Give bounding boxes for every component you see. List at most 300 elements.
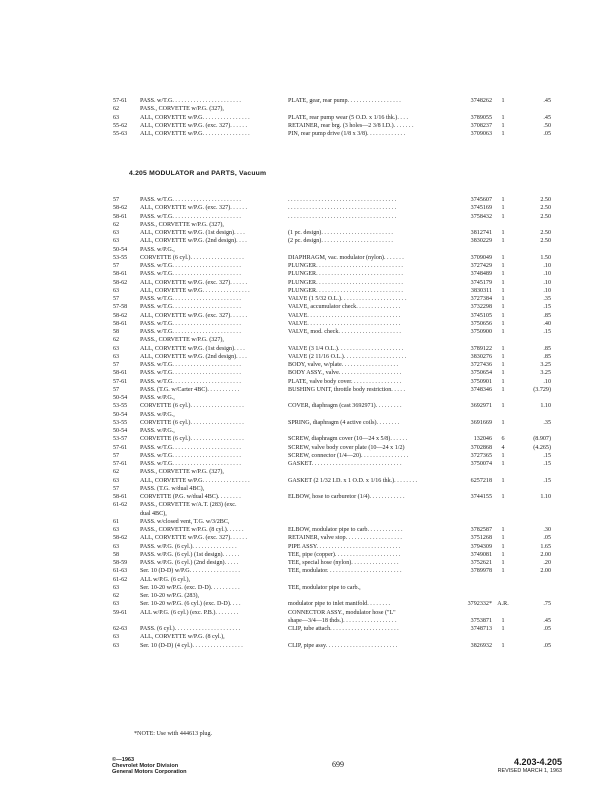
model-year: 63	[113, 601, 120, 608]
quantity: 1	[501, 370, 505, 377]
model-year: 57	[113, 386, 120, 393]
price: .10	[543, 287, 551, 294]
model-year: 58	[113, 551, 120, 558]
part-number: 3727384	[470, 296, 492, 302]
model-application: PASS. w/P.G.,	[140, 395, 175, 401]
model-application: PASS. (T.G. w/dual 4BC),	[140, 485, 205, 492]
part-number: 3709049	[470, 254, 492, 261]
table-row	[113, 386, 553, 394]
part-description: shape—3/4—18 thds.). . . . . . . . . . . . . . . . . .	[288, 617, 397, 624]
price: .05	[543, 535, 551, 542]
quantity: 1	[501, 205, 505, 212]
part-description: . . . . . . . . . . . . . . . . . . . . . . . . . . . . . . . . . . . .	[288, 197, 397, 203]
table-row	[113, 229, 553, 237]
table-row	[113, 452, 553, 460]
model-application: CORVETTE (6 cyl.). . . . . . . . . . . . . . . . . .	[140, 436, 244, 443]
model-application: PASS. w/T.G. . . . . . . . . . . . . . . . . . . . . . .	[140, 329, 241, 335]
part-number: 3745169	[470, 205, 492, 212]
table-row	[113, 600, 553, 608]
quantity: 4	[501, 444, 505, 451]
page-number: 699	[332, 760, 344, 769]
part-description: BUSHING UNIT, throttle body restriction. . . . .	[288, 386, 406, 393]
part-number: 3702868	[470, 444, 492, 451]
table-row	[113, 402, 553, 410]
quantity: 1	[501, 296, 505, 302]
part-description: PLATE, rear pump wear (5 O.D. x 1/16 thk.). . . .	[288, 114, 408, 121]
part-number: 3748713	[470, 626, 492, 632]
quantity: 1	[501, 197, 505, 203]
table-row	[113, 477, 553, 485]
model-application: ALL, CORVETTE w/P.G. . . . . . . . . . . . . . . .	[140, 131, 250, 137]
model-year: 61	[113, 518, 120, 525]
table-row	[113, 213, 553, 221]
revised-date: REVISED MARCH 1, 1963	[497, 768, 562, 774]
part-number: 3750901	[470, 378, 492, 385]
part-number: 3745179	[470, 279, 492, 286]
table-row	[113, 312, 553, 320]
part-description: PLUNGER. . . . . . . . . . . . . . . . . . . . . . . . . . . . .	[288, 287, 403, 294]
quantity: 1	[501, 386, 505, 393]
table-row	[113, 336, 553, 344]
model-year: 50-54	[113, 395, 128, 401]
price: .45	[543, 98, 551, 104]
part-description: TEE, pipe (copper). . . . . . . . . . . . . . . . . . . . . .	[288, 551, 401, 558]
part-description: VALVE. . . . . . . . . . . . . . . . . . . . . . . . . . . . . . .	[288, 312, 401, 319]
table-row	[113, 485, 553, 493]
part-description: COVER, diaphragm (cast 3692971). . . . . . . . .	[288, 403, 402, 410]
model-application: PASS. w/closed vent, T.G. w/3/2BC,	[140, 518, 230, 525]
model-application: PASS. w/P.G.,	[140, 411, 175, 418]
model-year: 55-62	[113, 122, 128, 129]
table-row	[113, 221, 553, 229]
model-application: PASS. w/T.G. . . . . . . . . . . . . . . . . . . . . . .	[140, 444, 241, 451]
model-year: 57	[113, 296, 120, 302]
model-year: 63	[113, 584, 120, 591]
table-row	[113, 534, 553, 542]
model-year: 62	[113, 593, 120, 599]
model-year: 63	[113, 345, 120, 352]
part-description: BODY ASSY., valve. . . . . . . . . . . . . . . . . . . . .	[288, 370, 402, 377]
quantity: 1	[501, 304, 505, 311]
part-number: 3709063	[470, 131, 492, 137]
model-application: CORVETTE (6 cyl.). . . . . . . . . . . . . . . . . .	[140, 254, 244, 261]
price: .10	[543, 271, 551, 278]
part-description: PIPE ASSY. . . . . . . . . . . . . . . . . . . . . . . . . . . .	[288, 543, 401, 550]
price: .05	[543, 131, 551, 137]
table-row	[113, 468, 553, 476]
model-application: Ser. 10-20 w/P.G. (6 cyl.) (exc. D-D). . . .	[140, 601, 241, 608]
model-year: 61-62	[113, 502, 128, 509]
part-number: 3758432	[470, 213, 492, 220]
part-description: PLATE, valve body cover. . . . . . . . . . . . . . . . .	[288, 378, 402, 385]
quantity: 1	[501, 568, 505, 575]
model-application: ALL, CORVETTE w/P.G. (2nd design). . . .	[140, 238, 247, 245]
table-row	[113, 543, 553, 551]
part-description: . . . . . . . . . . . . . . . . . . . . . . . . . . . . . . . . . . . .	[288, 205, 397, 212]
part-description: VALVE (3 1/4 O.L.). . . . . . . . . . . . . . . . . . . . . .	[288, 345, 404, 352]
price: .15	[543, 304, 551, 311]
quantity: 1	[501, 543, 505, 550]
part-number: 3708237	[470, 122, 492, 129]
model-year: 58	[113, 329, 120, 335]
table-row	[113, 559, 553, 567]
model-year: 59-61	[113, 609, 128, 616]
part-number: 3830311	[470, 287, 492, 294]
model-application: dual 4BC),	[140, 510, 167, 517]
table-row	[113, 510, 553, 518]
model-application: ALL, CORVETTE w/P.G. (1st design). . . .	[140, 345, 245, 352]
table-row	[113, 419, 553, 427]
model-application: PASS. w/P.G.,	[140, 428, 175, 434]
part-number: 3782587	[470, 527, 492, 533]
model-application: Ser. 10-20 w/P.G. (283),	[140, 593, 200, 599]
quantity: 1	[501, 345, 505, 352]
model-application: PASS. w/T.G. . . . . . . . . . . . . . . . . . . . . . .	[140, 263, 241, 269]
part-number: 3750654	[470, 370, 492, 377]
price: .15	[543, 477, 551, 484]
quantity: 1	[501, 452, 505, 459]
model-application: PASS. w/T.G. . . . . . . . . . . . . . . . . . . . . . .	[140, 271, 241, 278]
part-number: 3727365	[470, 452, 492, 459]
table-row	[113, 625, 553, 633]
table-row	[113, 567, 553, 575]
table-row	[113, 518, 553, 526]
quantity: 1	[501, 494, 505, 500]
model-year: 57-61	[113, 378, 128, 385]
model-application: PASS. w/T.G. . . . . . . . . . . . . . . . . . . . . . .	[140, 461, 241, 467]
part-description: PIN, rear pump drive (1/8 x 3/8). . . . . . . . . . . . .	[288, 131, 406, 137]
model-year: 57	[113, 197, 120, 203]
part-number: 3727436	[470, 362, 492, 368]
model-application: ALL, CORVETTE w/P.G. (exc. 327). . . . . .	[140, 279, 247, 286]
price: (4.265)	[533, 444, 551, 451]
price: 1.50	[540, 254, 551, 261]
part-number: 3745607	[470, 197, 492, 203]
model-application: CORVETTE (P.G. w/dual 4BC). . . . . . . .	[140, 494, 241, 500]
part-number: 3750900	[470, 329, 492, 335]
part-number: 3692971	[470, 403, 492, 410]
part-description: RETAINER, rear brg. (3 holes—2 3/8 I.D.). . . . . . .	[288, 122, 414, 129]
model-year: 61-62	[113, 576, 128, 583]
quantity: 1	[501, 362, 505, 368]
model-year: 58-62	[113, 312, 128, 319]
part-number: 3789978	[470, 568, 492, 575]
table-row	[113, 633, 553, 641]
price: .45	[543, 114, 551, 121]
model-year: 58-59	[113, 560, 128, 566]
model-application: PASS., CORVETTE w/P.G. (8 cyl.). . . . . .	[140, 527, 244, 533]
part-description: SCREW, connector (1/4—20). . . . . . . . . . . . . . . .	[288, 452, 409, 459]
division-line: Chevrolet Motor Division	[112, 763, 179, 770]
model-year: 57	[113, 263, 120, 269]
quantity: 1	[501, 329, 505, 335]
price: .15	[543, 461, 551, 467]
model-year: 63	[113, 543, 120, 550]
table-row	[113, 122, 553, 130]
model-application: PASS. w/T.G. . . . . . . . . . . . . . . . . . . . . . .	[140, 320, 241, 327]
part-description: VALVE, mod. check. . . . . . . . . . . . . . . . . . . . .	[288, 329, 401, 335]
price: 2.50	[540, 197, 551, 203]
part-number: 3752621	[470, 560, 492, 566]
part-description: GASKET. . . . . . . . . . . . . . . . . . . . . . . . . . . . . .	[288, 461, 402, 467]
table-row	[113, 196, 553, 204]
quantity: 1	[501, 403, 505, 410]
table-row	[113, 295, 553, 303]
model-year: 61-63	[113, 568, 128, 575]
part-description: modulator pipe to inlet manifold. . . . . . . .	[288, 601, 391, 608]
part-number: 3748346	[470, 386, 492, 393]
part-description: (1 pc. design). . . . . . . . . . . . . . . . . . . . . . . .	[288, 230, 393, 236]
quantity: 1	[501, 287, 505, 294]
quantity: 1	[501, 461, 505, 467]
part-description: PLATE, gear, rear pump. . . . . . . . . . . . . . . . . .	[288, 98, 401, 104]
quantity: 1	[501, 122, 505, 129]
model-application: PASS. w/P.G. (6 cyl.) (2nd design). . . . .	[140, 560, 239, 566]
table-row	[113, 303, 553, 311]
table-row	[113, 501, 553, 509]
table-row	[113, 592, 553, 600]
model-year: 63	[113, 353, 120, 360]
quantity: 1	[501, 626, 505, 632]
model-application: ALL, CORVETTE w/P.G. . . . . . . . . . . . . . . .	[140, 114, 250, 121]
model-year: 50-54	[113, 246, 128, 253]
part-number: 3751268	[470, 535, 492, 542]
price: .85	[543, 345, 551, 352]
footnote: *NOTE: Use with 444613 plug.	[134, 731, 213, 737]
model-year: 57	[113, 362, 120, 368]
part-number: 3750074	[470, 461, 492, 467]
part-description: SCREW, diaphragm cover (10—24 x 5/8). . . . . .	[288, 436, 408, 443]
quantity: 1	[501, 551, 505, 558]
quantity: 1	[501, 114, 505, 121]
part-description: ELBOW, modulator pipe to carb. . . . . . . . . . . .	[288, 527, 403, 533]
model-year: 63	[113, 642, 120, 649]
table-row	[113, 411, 553, 419]
model-application: ALL, CORVETTE w/P.G. (1st design). . . .	[140, 230, 245, 236]
model-application: ALL, CORVETTE w/P.G. (2nd design). . . .	[140, 353, 247, 360]
part-description: ELBOW, hose to carburetor (1/4). . . . . . . . . . . .	[288, 494, 405, 500]
part-description: TEE, modulator pipe to carb.,	[288, 584, 361, 591]
model-year: 58-62	[113, 279, 128, 286]
table-row	[113, 493, 553, 501]
quantity: 1	[501, 213, 505, 220]
model-year: 62	[113, 337, 120, 344]
model-year: 62	[113, 221, 120, 228]
part-description: TEE, modulator. . . . . . . . . . . . . . . . . . . . . . . . .	[288, 568, 402, 575]
model-year: 57	[113, 452, 120, 459]
model-year: 58-61	[113, 370, 128, 377]
table-row	[113, 394, 553, 402]
model-year: 57	[113, 485, 120, 492]
model-year: 63	[113, 114, 120, 121]
model-application: ALL w/P.G. (6 cyl.),	[140, 576, 191, 583]
model-application: PASS. w/T.G. . . . . . . . . . . . . . . . . . . . . . .	[140, 378, 241, 385]
part-number: 3727429	[470, 263, 492, 269]
model-year: 55-63	[113, 131, 128, 137]
part-number: 6257218	[470, 477, 492, 484]
table-row	[113, 270, 553, 278]
quantity: 1	[501, 279, 505, 286]
table-row	[113, 576, 553, 584]
quantity: 1	[501, 254, 505, 261]
model-application: ALL, CORVETTE w/P.G. . . . . . . . . . . . . . . .	[140, 477, 250, 484]
model-year: 62	[113, 106, 120, 113]
part-number: 3749081	[470, 551, 492, 558]
part-number: 3732298	[470, 304, 492, 311]
price: 1.65	[540, 543, 551, 550]
model-year: 57-61	[113, 461, 128, 467]
part-number: 3830276	[470, 353, 492, 360]
model-application: PASS., CORVETTE w/A.T. (283) (exc.	[140, 502, 237, 509]
model-application: ALL, CORVETTE w/P.G. (exc. 327). . . . . .	[140, 312, 247, 319]
price: 2.50	[540, 205, 551, 212]
part-number: 3753871	[470, 617, 492, 624]
quantity: 1	[501, 320, 505, 327]
table-row	[113, 435, 553, 443]
table-row	[113, 246, 553, 254]
part-number: 3794309	[470, 543, 492, 550]
model-application: ALL, CORVETTE w/P.G. (8 cyl.),	[140, 634, 225, 641]
table-row	[113, 262, 553, 270]
table-row	[113, 460, 553, 468]
price: .15	[543, 452, 551, 459]
price: .50	[543, 122, 551, 129]
model-application: Ser. 10 (D-D) w/P.G. . . . . . . . . . . . . . . . .	[140, 568, 240, 575]
model-year: 53-57	[113, 436, 128, 443]
model-application: ALL, CORVETTE w/P.G. (exc. 327). . . . . .	[140, 535, 247, 542]
table-row	[113, 254, 553, 262]
price: 2.50	[540, 230, 551, 236]
part-description: GASKET (2 1/32 I.D. x 1 O.D. x 1/16 thk.). . . . . . . .	[288, 477, 418, 484]
price: 3.25	[540, 362, 551, 368]
model-year: 58-62	[113, 535, 128, 542]
table-row	[113, 328, 553, 336]
quantity: 1	[501, 131, 505, 137]
table-row	[113, 617, 553, 625]
quantity: 1	[501, 419, 505, 426]
part-number: 3812741	[470, 230, 492, 236]
part-description: VALVE (1 5/32 O.L.). . . . . . . . . . . . . . . . . . . . . .	[288, 296, 407, 302]
model-year: 57-58	[113, 304, 128, 311]
model-year: 58-61	[113, 494, 128, 500]
model-application: PASS. w/T.G. . . . . . . . . . . . . . . . . . . . . . .	[140, 304, 241, 311]
price: (8.907)	[533, 436, 551, 443]
model-application: PASS. w/P.G.,	[140, 246, 175, 253]
model-application: ALL, CORVETTE w/P.G. . . . . . . . . . . . . . . .	[140, 287, 250, 294]
part-description: PLUNGER. . . . . . . . . . . . . . . . . . . . . . . . . . . . .	[288, 271, 403, 278]
quantity: 1	[501, 353, 505, 360]
section-title: 4.205 MODULATOR and PARTS, Vacuum	[129, 170, 267, 177]
price: .10	[543, 378, 551, 385]
part-number: 3750656	[470, 320, 492, 327]
model-year: 63	[113, 527, 120, 533]
price: 2.50	[540, 213, 551, 220]
table-row	[113, 105, 553, 113]
part-description: VALVE (2 11/16 O.L.). . . . . . . . . . . . . . . . . . . . .	[288, 353, 407, 360]
table-row	[113, 378, 553, 386]
price: 2.50	[540, 238, 551, 245]
model-application: PASS. w/T.G. . . . . . . . . . . . . . . . . . . . . . .	[140, 213, 241, 220]
part-number: 132046	[473, 436, 492, 443]
table-row	[113, 204, 553, 212]
model-application: PASS. w/P.G. (6 cyl.). . . . . . . . . . . . . . .	[140, 543, 237, 550]
model-application: PASS. (6 cyl.). . . . . . . . . . . . . . . . . . . . . .	[140, 626, 241, 632]
model-application: PASS. w/T.G. . . . . . . . . . . . . . . . . . . . . . .	[140, 197, 241, 203]
table-row	[113, 287, 553, 295]
quantity: 1	[501, 263, 505, 269]
table-row	[113, 609, 553, 617]
price: .35	[543, 419, 551, 426]
model-year: 58-62	[113, 205, 128, 212]
part-description: CONNECTOR ASSY., modulator hose ("L"	[288, 609, 396, 616]
part-description: SCREW, valve body cover plate (10—24 x 1/2)	[288, 444, 405, 451]
price: .20	[543, 560, 551, 566]
quantity: 1	[501, 312, 505, 319]
model-year: 63	[113, 287, 120, 294]
model-application: CORVETTE (6 cyl.). . . . . . . . . . . . . . . . . .	[140, 419, 244, 426]
model-application: Ser. 10 (D-D) (4 cyl.). . . . . . . . . . . . . . . . .	[140, 642, 243, 649]
table-row	[113, 237, 553, 245]
quantity: 1	[501, 378, 505, 385]
quantity: 1	[501, 230, 505, 236]
part-description: (2 pc. design). . . . . . . . . . . . . . . . . . . . . . . .	[288, 238, 393, 245]
quantity: A.R.	[497, 601, 509, 608]
part-number: 3789055	[470, 114, 492, 121]
model-year: 50-54	[113, 411, 128, 418]
part-number: 3748489	[470, 271, 492, 278]
part-description: PLUNGER. . . . . . . . . . . . . . . . . . . . . . . . . . . . .	[288, 263, 403, 269]
part-number: 3748262	[470, 98, 492, 104]
model-application: PASS. (T.G. w/Carter 4BC). . . . . . . . . . .	[140, 386, 240, 393]
model-year: 63	[113, 634, 120, 641]
part-number: 3789122	[470, 345, 492, 352]
price: .10	[543, 279, 551, 286]
footer-publisher	[112, 757, 187, 776]
price: .85	[543, 312, 551, 319]
model-year: 50-54	[113, 428, 128, 434]
table-row	[113, 130, 553, 138]
quantity: 1	[501, 271, 505, 278]
quantity: 1	[501, 527, 505, 533]
part-description: VALVE. . . . . . . . . . . . . . . . . . . . . . . . . . . . . . .	[288, 320, 401, 327]
model-application: ALL, CORVETTE w/P.G. (exc. 327). . . . . .	[140, 205, 247, 212]
part-description: . . . . . . . . . . . . . . . . . . . . . . . . . . . . . . . . . . . .	[288, 213, 397, 220]
model-year: 58-61	[113, 213, 128, 220]
part-description: BODY, valve, w/plate. . . . . . . . . . . . . . . . . . .	[288, 362, 399, 368]
price: 2.00	[540, 551, 551, 558]
price: 2.00	[540, 568, 551, 575]
part-description: CLIP, tube attach. . . . . . . . . . . . . . . . . . . . . . .	[288, 626, 399, 632]
quantity: 1	[501, 642, 505, 649]
model-year: 53-55	[113, 254, 128, 261]
model-year: 62	[113, 469, 120, 476]
table-row	[113, 114, 553, 122]
model-application: PASS., CORVETTE w/P.G. (327),	[140, 337, 224, 344]
price: .35	[543, 296, 551, 302]
model-application: PASS. w/T.G. . . . . . . . . . . . . . . . . . . . . . .	[140, 98, 241, 104]
model-application: CORVETTE (6 cyl.). . . . . . . . . . . . . . . . . .	[140, 403, 244, 410]
part-number: 3691669	[470, 419, 492, 426]
table-row	[113, 97, 553, 105]
model-year: 63	[113, 238, 120, 245]
table-row	[113, 642, 553, 650]
part-description: VALVE, accumulator check. . . . . . . . . . . . . . .	[288, 304, 401, 311]
model-year: 58-61	[113, 320, 128, 327]
table-row	[113, 551, 553, 559]
part-description: SPRING, diaphragm (4 active coils). . . . . . . .	[288, 419, 400, 426]
price: (3.729)	[533, 386, 551, 393]
copyright-line: ©—1963	[112, 757, 135, 763]
